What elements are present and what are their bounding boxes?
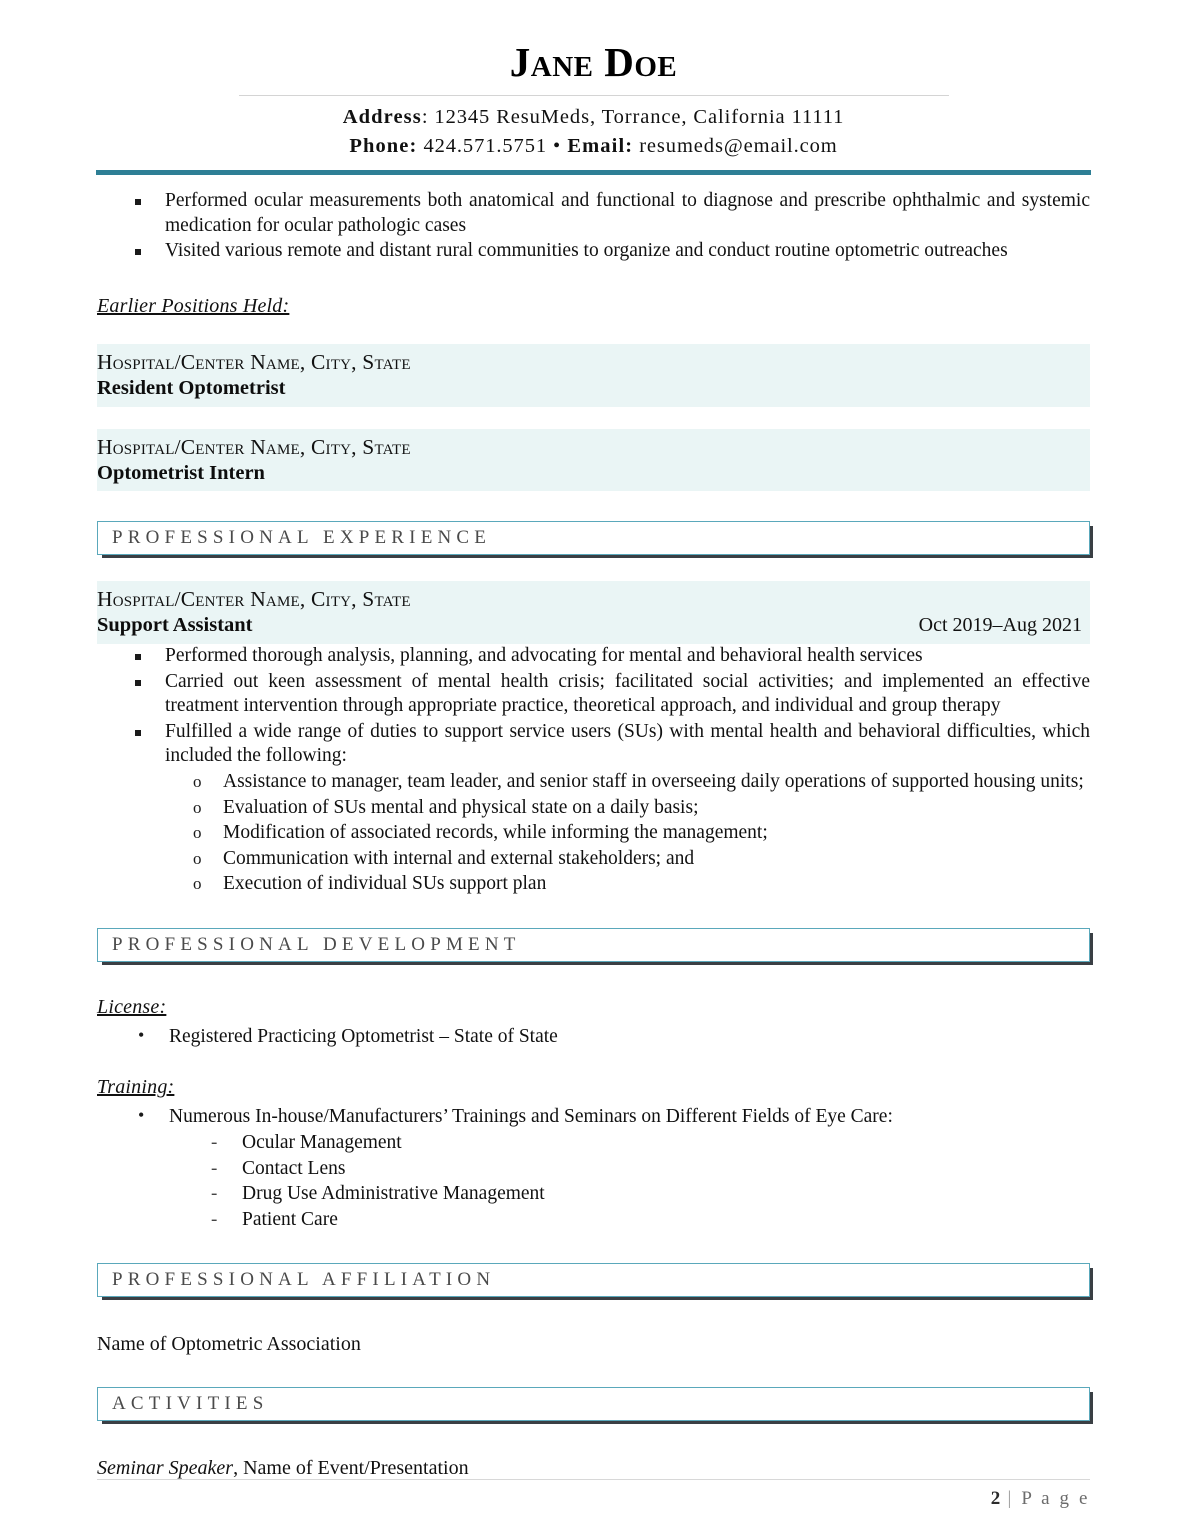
list-item: Fulfilled a wide range of duties to support service users (SUs) with mental health and behavioral difficulties, which included the following:: [97, 720, 1090, 769]
bullet-separator-icon: •: [553, 135, 562, 158]
list-item: • Registered Practicing Optometrist – State of State: [97, 1025, 1090, 1050]
page-title: Jane Doe: [509, 39, 678, 85]
training-list: [97, 1105, 1090, 1130]
list-item: - Ocular Management: [97, 1131, 1090, 1156]
section-header-professional-development: [97, 928, 1090, 962]
list-item: • Numerous In-house/Manufacturers’ Trainings and Seminars on Different Fields of Eye Care:: [97, 1105, 1090, 1130]
section-title: ACTIVITIES: [112, 1393, 269, 1415]
list-item: o Communication with internal and external stakeholders; and: [97, 847, 1090, 872]
earlier-positions-heading: Earlier Positions Held:: [97, 294, 290, 317]
email-label: Email:: [561, 135, 634, 158]
spacer: [97, 1421, 1090, 1455]
list-item: - Contact Lens: [97, 1157, 1090, 1182]
section-title: PROFESSIONAL AFFILIATION: [112, 1269, 496, 1291]
page-footer: [97, 1479, 1090, 1510]
section-header-professional-affiliation: [97, 1263, 1090, 1297]
job-company: Hospital/Center Name, City, State: [97, 587, 411, 612]
job-entry: [97, 429, 1090, 492]
spacer: [97, 962, 1090, 996]
license-heading: License:: [97, 995, 167, 1018]
experience-sub-bullet-list: [97, 770, 1090, 897]
phone-value: 424.571.5751: [417, 135, 554, 158]
section-title: PROFESSIONAL DEVELOPMENT: [112, 933, 521, 955]
activities-role: Seminar Speaker: [97, 1457, 234, 1480]
job-dates: Oct 2019–Aug 2021: [918, 614, 1082, 637]
job-company: Hospital/Center Name, City, State: [97, 434, 411, 459]
spacer: [97, 318, 1090, 344]
job-title: Resident Optometrist: [97, 376, 286, 399]
job-title: Support Assistant: [97, 614, 253, 637]
spacer: [97, 175, 1090, 189]
job-role-row: [97, 614, 1082, 637]
spacer: [97, 898, 1090, 928]
list-item: Visited various remote and distant rural communities to organize and conduct routine optometric outreaches: [97, 239, 1090, 264]
list-item: - Drug Use Administrative Management: [97, 1182, 1090, 1207]
spacer: [97, 491, 1090, 521]
page-separator: |: [1007, 1488, 1014, 1509]
resume-header: [0, 0, 1187, 175]
email-value: resumeds@email.com: [633, 135, 838, 158]
spacer: [97, 1233, 1090, 1263]
list-item: o Assistance to manager, team leader, and senior staff in overseeing daily operations of supported housing units;: [97, 770, 1090, 795]
phone-label: Phone:: [349, 135, 418, 158]
section-title: PROFESSIONAL EXPERIENCE: [112, 527, 492, 549]
training-heading: Training:: [97, 1076, 175, 1099]
list-item: o Modification of associated records, while informing the management;: [97, 821, 1090, 846]
list-item: o Execution of individual SUs support plan: [97, 872, 1090, 897]
footer-divider: [97, 1479, 1090, 1480]
name-divider: [239, 95, 949, 96]
spacer: [97, 1297, 1090, 1331]
job-company: Hospital/Center Name, City, State: [97, 349, 411, 374]
page-number-label: [97, 1488, 1090, 1510]
job-entry: [97, 344, 1090, 407]
contact-address-line: [0, 103, 1187, 132]
address-value: : 12345 ResuMeds, Torrance, California 11111: [421, 106, 845, 128]
list-item: - Patient Care: [97, 1208, 1090, 1233]
spacer: [97, 1357, 1090, 1387]
list-item: Performed ocular measurements both anatomical and functional to diagnose and prescribe ophthalmic and systemic medication for ocular pathologic cases: [97, 189, 1090, 238]
spacer: [97, 265, 1090, 295]
experience-bullet-list: [97, 644, 1090, 769]
affiliation-body: Name of Optometric Association: [97, 1333, 361, 1356]
page-word: P a g e: [1021, 1488, 1090, 1509]
page-number: 2: [990, 1488, 1001, 1509]
activities-detail: , Name of Event/Presentation: [233, 1457, 469, 1480]
spacer: [97, 1050, 1090, 1076]
license-list: [97, 1025, 1090, 1050]
list-item: Carried out keen assessment of mental health crisis; facilitated social activities; and implemented an effective treatment intervention through appropriate practice, theoretical approach, and individual and group therapy: [97, 670, 1090, 719]
spacer: [97, 407, 1090, 429]
section-header-professional-experience: [97, 521, 1090, 555]
job-title: Optometrist Intern: [97, 461, 265, 484]
section-header-activities: [97, 1387, 1090, 1421]
list-item: Performed thorough analysis, planning, and advocating for mental and behavioral health services: [97, 644, 1090, 669]
training-sub-list: [97, 1131, 1090, 1232]
job-entry: [97, 581, 1090, 644]
spacer: [97, 555, 1090, 581]
activities-body: [97, 1455, 1090, 1481]
job-role-row: [97, 377, 1082, 400]
job-role-row: [97, 462, 1082, 485]
top-bullet-list: [97, 189, 1090, 264]
resume-body: [0, 175, 1187, 1481]
list-item: o Evaluation of SUs mental and physical state on a daily basis;: [97, 796, 1090, 821]
contact-phone-email-line: [0, 132, 1187, 161]
contact-info: [0, 103, 1187, 161]
address-label: Address: [342, 106, 422, 128]
